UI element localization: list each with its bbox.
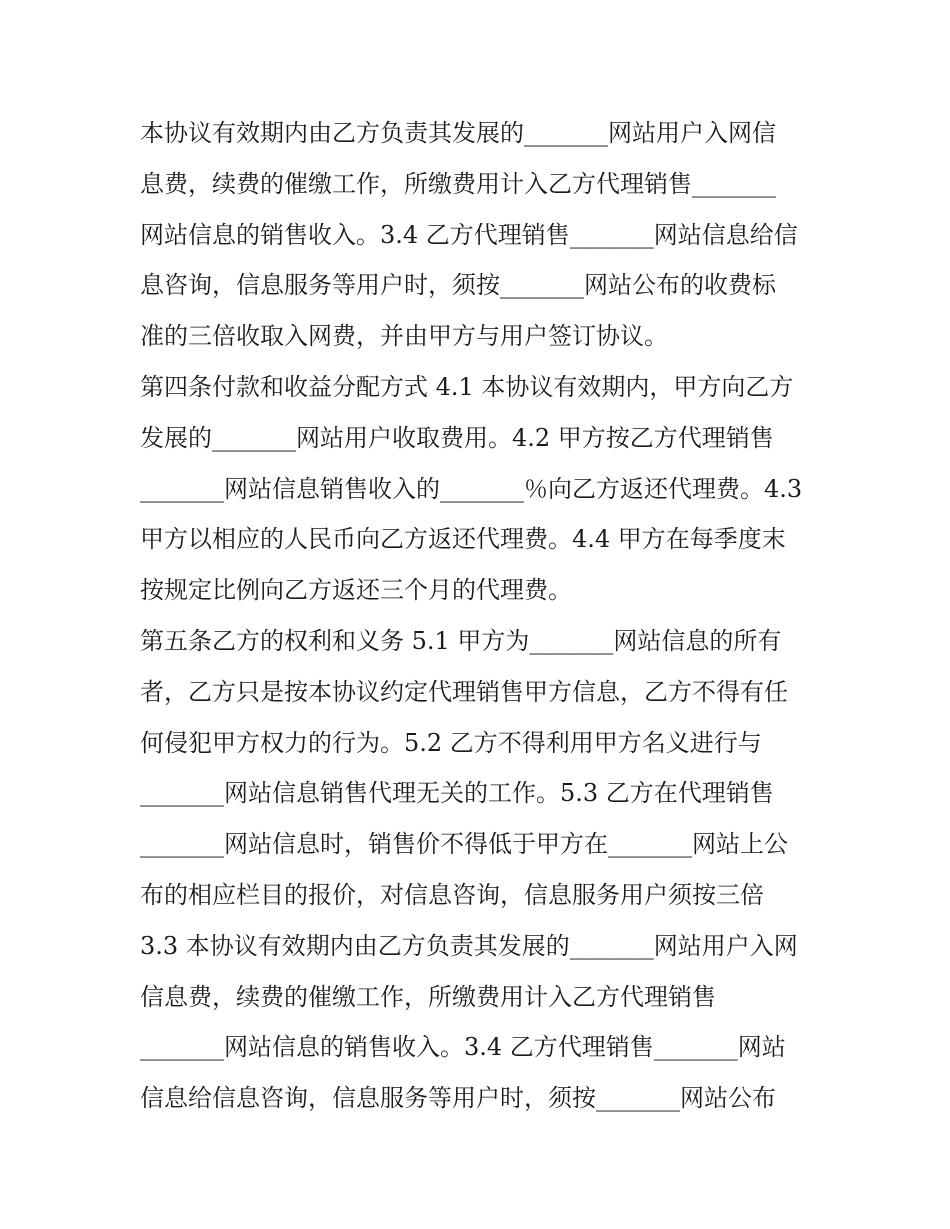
text-line-12: 者，乙方只是按本协议约定代理销售甲方信息，乙方不得有任: [140, 677, 788, 706]
text-line-16: 布的相应栏目的报价，对信息咨询，信息服务用户须按三倍: [140, 880, 764, 909]
text-line-9: 甲方以相应的人民币向乙方返还代理费。4.4 甲方在每季度末: [140, 525, 786, 554]
text-line-11: 第五条乙方的权利和义务 5.1 甲方为_______网站信息的所有: [140, 626, 782, 655]
text-line-18: 信息费，续费的催缴工作，所缴费用计入乙方代理销售: [140, 982, 716, 1011]
text-line-20: 信息给信息咨询，信息服务等用户时，须按_______网站公布: [140, 1084, 776, 1113]
text-line-6: 第四条付款和收益分配方式 4.1 本协议有效期内，甲方向乙方: [140, 372, 794, 401]
text-line-5: 准的三倍收取入网费，并由甲方与用户签订协议。: [140, 322, 668, 351]
text-line-8: _______网站信息销售收入的_______％向乙方返还代理费。4.3: [140, 474, 803, 503]
text-line-1: 本协议有效期内由乙方负责其发展的_______网站用户入网信: [140, 119, 776, 147]
text-line-13: 何侵犯甲方权力的行为。5.2 乙方不得利用甲方名义进行与: [140, 728, 762, 757]
text-line-4: 息咨询，信息服务等用户时，须按_______网站公布的收费标: [140, 271, 776, 300]
text-line-3: 网站信息的销售收入。3.4 乙方代理销售_______网站信息给信: [140, 220, 798, 249]
text-line-15: _______网站信息时，销售价不得低于甲方在_______网站上公: [140, 830, 788, 859]
text-line-10: 按规定比例向乙方返还三个月的代理费。: [140, 576, 572, 605]
text-line-2: 息费，续费的催缴工作，所缴费用计入乙方代理销售_______: [140, 169, 776, 198]
text-line-14: _______网站信息销售代理无关的工作。5.3 乙方在代理销售: [140, 779, 774, 808]
text-line-17: 3.3 本协议有效期内由乙方负责其发展的_______网站用户入网: [140, 931, 798, 960]
text-line-19: _______网站信息的销售收入。3.4 乙方代理销售_______网站: [140, 1033, 786, 1062]
text-line-7: 发展的_______网站用户收取费用。4.2 甲方按乙方代理销售: [140, 423, 774, 452]
document-body: [140, 108, 820, 1124]
